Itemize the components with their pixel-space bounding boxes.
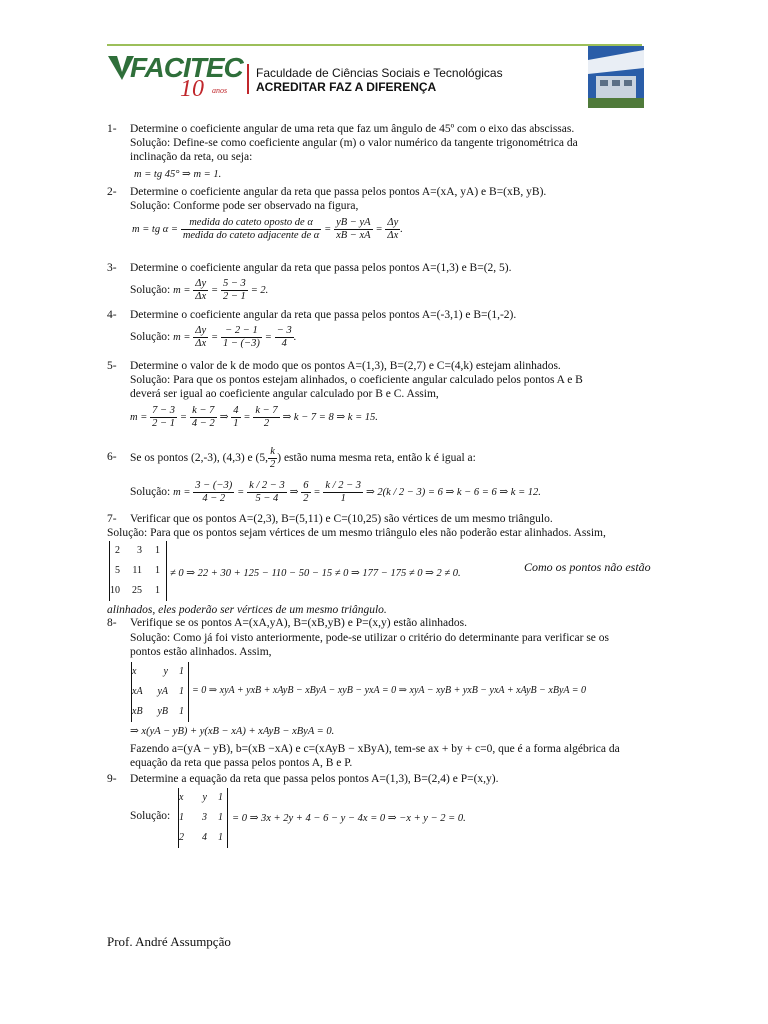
q7-conclusion-a: Como os pontos não estão: [524, 560, 651, 574]
q8-determinant: x y 1 xA yA 1 xB yB 1: [131, 662, 189, 722]
q7-conclusion-b: alinhados, eles poderão ser vértices de um mesmo triângulo.: [107, 604, 387, 616]
facitec-logo: [108, 50, 243, 102]
building-image-icon: [588, 46, 644, 108]
q9-determinant: x y 1 1 3 1 2 4 1: [178, 788, 228, 848]
q9-number: 9-: [107, 773, 117, 785]
q2-frac-1: $\frac{\text{medida do cateto oposto de α}}{\text{medida do cateto adjacente de α}}$: [182, 217, 320, 241]
q2-lhs: m = tg α =: [132, 224, 178, 236]
header-divider: [247, 64, 249, 94]
q5-text: Determine o valor de k de modo que os pontos A=(1,3), B=(2,7) e C=(4,k) estejam alinhados.: [130, 360, 561, 372]
q7-text: Verificar que os pontos A=(2,3), B=(5,11) e C=(10,25) são vértices de um mesmo triângulo.: [130, 513, 553, 525]
q3-text: Determine o coeficiente angular da reta que passa pelos pontos A=(1,3) e B=(2, 5).: [130, 262, 512, 274]
q1-solution-2: inclinação da reta, ou seja:: [130, 151, 253, 163]
q6-number: 6-: [107, 451, 117, 463]
q6-text: Se os pontos (2,-3), (4,3) e (5, $\frac{k}{2}$ ) estão numa mesma reta, então k é igual a:: [130, 445, 476, 470]
q8-expression: = 0 ⇒ xyA + yxB + xAyB − xByA − xyB − yxA = 0 ⇒ xyA − xyB + yxB − yxA + xAyB − xByA = 0: [192, 685, 587, 696]
logo-word: FACITEC: [130, 52, 243, 83]
q4-text: Determine o coeficiente angular da reta que passa pelos pontos A=(-3,1) e B=(1,-2).: [130, 309, 517, 321]
logo-anos: anos: [212, 86, 228, 95]
q8-solution-1: Solução: Como já foi visto anteriormente, pode-se utilizar o critério do determinante para verificar se os: [130, 632, 610, 644]
q5-solution-2: deverá ser igual ao coeficiente angular calculado por B e C. Assim,: [130, 388, 439, 400]
q2-number: 2-: [107, 186, 117, 198]
q2-formula: m = tg α = $\frac{\text{medida do cateto oposto de α}}{\text{medida do cateto adjacente de α}}$ = $\frac{yB - yA}{xB - xA}$ = $\frac{\Delta y}{\Delta x}$ .: [132, 217, 403, 241]
header-rule: [107, 44, 642, 46]
q7-solution: Solução: Para que os pontos sejam vértices de um mesmo triângulo eles não poderão estar alinhados. Assim,: [107, 527, 606, 539]
q8-number: 8-: [107, 617, 117, 629]
slogan: ACREDITAR FAZ A DIFERENÇA: [256, 80, 437, 94]
q1-number: 1-: [107, 123, 117, 135]
footer-author: Prof. André Assumpção: [107, 934, 231, 949]
q7-expression: ≠ 0 ⇒ 22 + 30 + 125 − 110 − 50 − 15 ≠ 0 ⇒ 177 − 175 ≠ 0 ⇒ 2 ≠ 0.: [170, 568, 461, 579]
q3-formula: Solução: m = $\frac{\Delta y}{\Delta x}$ = $\frac{5 - 3}{2 - 1}$ = 2.: [130, 278, 269, 302]
q4-formula: Solução: m = $\frac{\Delta y}{\Delta x}$ = $\frac{- 2 - 1}{1 - (-3)}$ = $\frac{- 3}{4}$ .: [130, 325, 297, 349]
q9-solution-label: Solução:: [130, 810, 171, 822]
q8-text: Verifique se os pontos A=(xA,yA), B=(xB,yB) e P=(x,y) estão alinhados.: [130, 617, 467, 629]
q3-number: 3-: [107, 262, 117, 274]
q5-formula: m = $\frac{7 - 3}{2 - 1}$ = $\frac{k - 7}{4 - 2}$ ⇒ $\frac{4}{1}$ = $\frac{k - 7}{2}$ ⇒ k − 7 = 8 ⇒ k = 15.: [130, 405, 378, 429]
q8-fazendo-2: equação da reta que passa pelos pontos A, B e P.: [130, 757, 353, 769]
q8-solution-2: pontos estão alinhados. Assim,: [130, 646, 272, 658]
q1-text: Determine o coeficiente angular de uma reta que faz um ângulo de 45º com o eixo das abscissas.: [130, 123, 575, 135]
q9-expression: = 0 ⇒ 3x + 2y + 4 − 6 − y − 4x = 0 ⇒ −x + y − 2 = 0.: [232, 813, 466, 824]
q7-number: 7-: [107, 513, 117, 525]
q1-formula: m = tg 45° ⇒ m = 1.: [134, 169, 222, 180]
q8-fazendo-1: Fazendo a=(yA − yB), b=(xB −xA) e c=(xAyB − xByA), tem-se ax + by + c=0, que é a forma algébrica da: [130, 743, 620, 755]
q8-expression-2: ⇒ x(yA − yB) + y(xB − xA) + xAyB − xByA = 0.: [130, 726, 335, 737]
logo-ten: 10: [180, 76, 204, 102]
q2-text: Determine o coeficiente angular da reta que passa pelos pontos A=(xA, yA) e B=(xB, yB).: [130, 186, 547, 198]
building-photo: [588, 46, 644, 108]
q7-determinant: 2 3 1 5 11 1 10 25 1: [109, 541, 167, 601]
q5-solution-1: Solução: Para que os pontos estejam alinhados, o coeficiente angular calculado pelos pontos A e B: [130, 374, 583, 386]
q6-formula: Solução: m = $\frac{3 - (-3)}{4 - 2}$ = $\frac{k / 2 - 3}{5 - 4}$ ⇒ $\frac{6}{2}$ = $\frac{k / 2 - 3}{1}$ ⇒ 2(k / 2 − 3) = 6 ⇒ k − 6 = 6 ⇒ k = 12.: [130, 480, 541, 504]
q2-solution: Solução: Conforme pode ser observado na figura,: [130, 200, 359, 212]
q5-number: 5-: [107, 360, 117, 372]
q1-solution-1: Solução: Define-se como coeficiente angular (m) o valor numérico da tangente trigonométrica da: [130, 137, 578, 149]
institution-name: Faculdade de Ciências Sociais e Tecnológicas: [256, 66, 503, 80]
q2-frac-3: $\frac{\Delta y}{\Delta x}$: [387, 217, 399, 241]
q4-number: 4-: [107, 309, 117, 321]
q2-frac-2: $\frac{yB - yA}{xB - xA}$: [336, 217, 371, 241]
q9-text: Determine a equação da reta que passa pelos pontos A=(1,3), B=(2,4) e P=(x,y).: [130, 773, 499, 785]
